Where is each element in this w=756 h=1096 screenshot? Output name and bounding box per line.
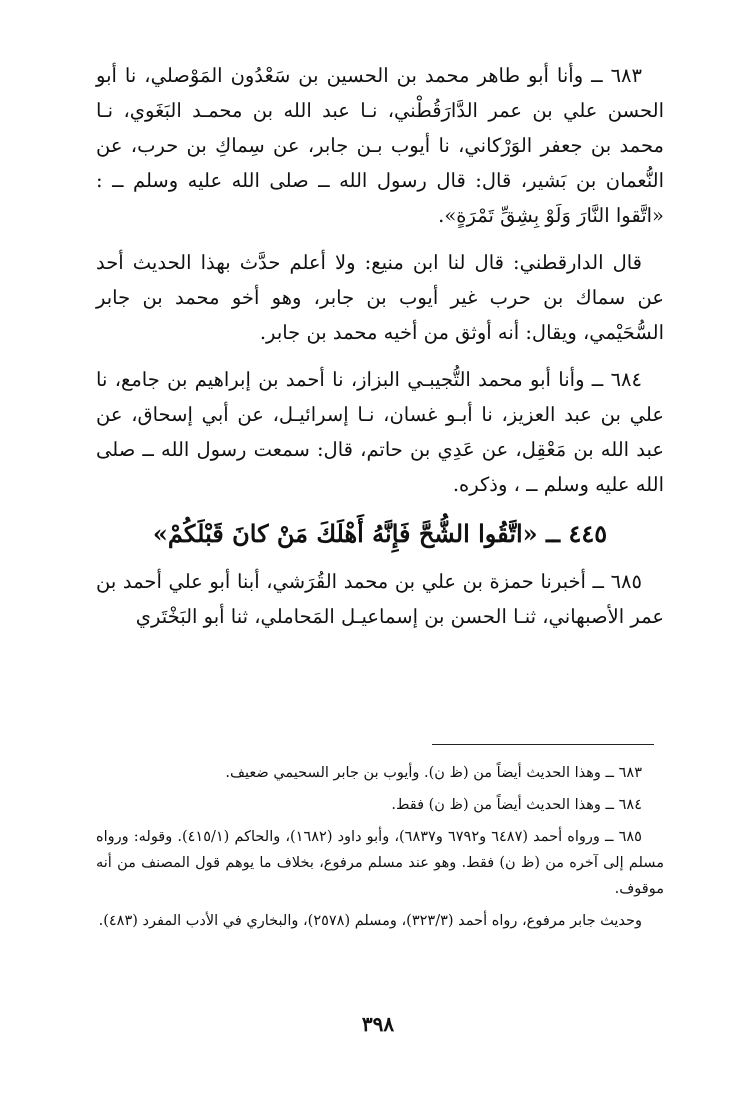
footnote-divider xyxy=(432,744,654,745)
paragraph-daraqutni-comment: قال الدارقطني: قال لنا ابن منيع: ولا أعلم حدَّث بهذا الحديث أحد عن سماك بن حرب غير أيوب بن جابر، وهو أخو محمد بن جابر السُّحَيْمي، ويقال: أنه أوثق من أخيه محمد بن جابر. xyxy=(96,251,664,344)
footnote-684: ٦٨٤ ــ وهذا الحديث أيضاً من (ظ ن) فقط. xyxy=(391,797,642,813)
paragraph-684: ٦٨٤ ــ وأنا أبو محمد التُّجيبـي البزاز، نا أحمد بن إبراهيم بن جامع، نا علي بن عبد العزيز، نا أبـو غسان، نـا إسرائيـل، عن أبي إسحاق، عن عبد الله بن مَعْقِل، عن عَدِي بن حاتم، قال: سمعت رسول الله ــ صلى الله عليه وسلم ــ ، وذكره. xyxy=(96,368,664,496)
footnote-685: ٦٨٥ ــ ورواه أحمد (٦٤٨٧ و٦٧٩٢ و٦٨٣٧)، وأبو داود (١٦٨٢)، والحاكم (٤١٥/١). وقوله: ورواه مسلم إلى آخره من (ظ ن) فقط. وهو عند مسلم مرفوع، بخلاف ما يوهم قول المصنف من أنه موقوف. xyxy=(96,829,664,897)
footnote-685-continued: وحديث جابر مرفوع، رواه أحمد (٣٢٣/٣)، ومسلم (٢٥٧٨)، والبخاري في الأدب المفرد (٤٨٣). xyxy=(98,913,642,929)
page-number: ٣٩٨ xyxy=(361,1012,395,1036)
main-text xyxy=(96,58,664,646)
footnote-683: ٦٨٣ ــ وهذا الحديث أيضاً من (ظ ن). وأيوب بن جابر السحيمي ضعيف. xyxy=(225,765,642,781)
section-heading-445: ٤٤٥ ــ «اتَّقُوا الشُّحَّ فَإِنَّهُ أَهْلَكَ مَنْ كانَ قَبْلَكُمْ» xyxy=(152,519,608,548)
footnotes xyxy=(96,760,664,940)
paragraph-683: ٦٨٣ ــ وأنا أبو طاهر محمد بن الحسين بن سَعْدُون المَوْصلي، نا أبو الحسن علي بن عمر الدَّارَقُطْني، نـا عبد الله بن محمـد البَغَوي، نـا محمد بن جعفر الوَرْكاني، نا أيوب بـن جابر، عن سِماكِ بن حرب، عن النُّعمان بن بَشير، قال: قال رسول الله ــ صلى الله عليه وسلم ــ : «اتَّقوا النَّارَ وَلَوْ بِشِقِّ تَمْرَةٍ». xyxy=(96,64,664,227)
paragraph-685: ٦٨٥ ــ أخبرنا حمزة بن علي بن محمد القُرَشي، أبنا أبو علي أحمد بن عمر الأصبهاني، ثنـا الحسن بن إسماعيـل المَحاملي، ثنا أبو البَخْتَري xyxy=(96,570,664,628)
